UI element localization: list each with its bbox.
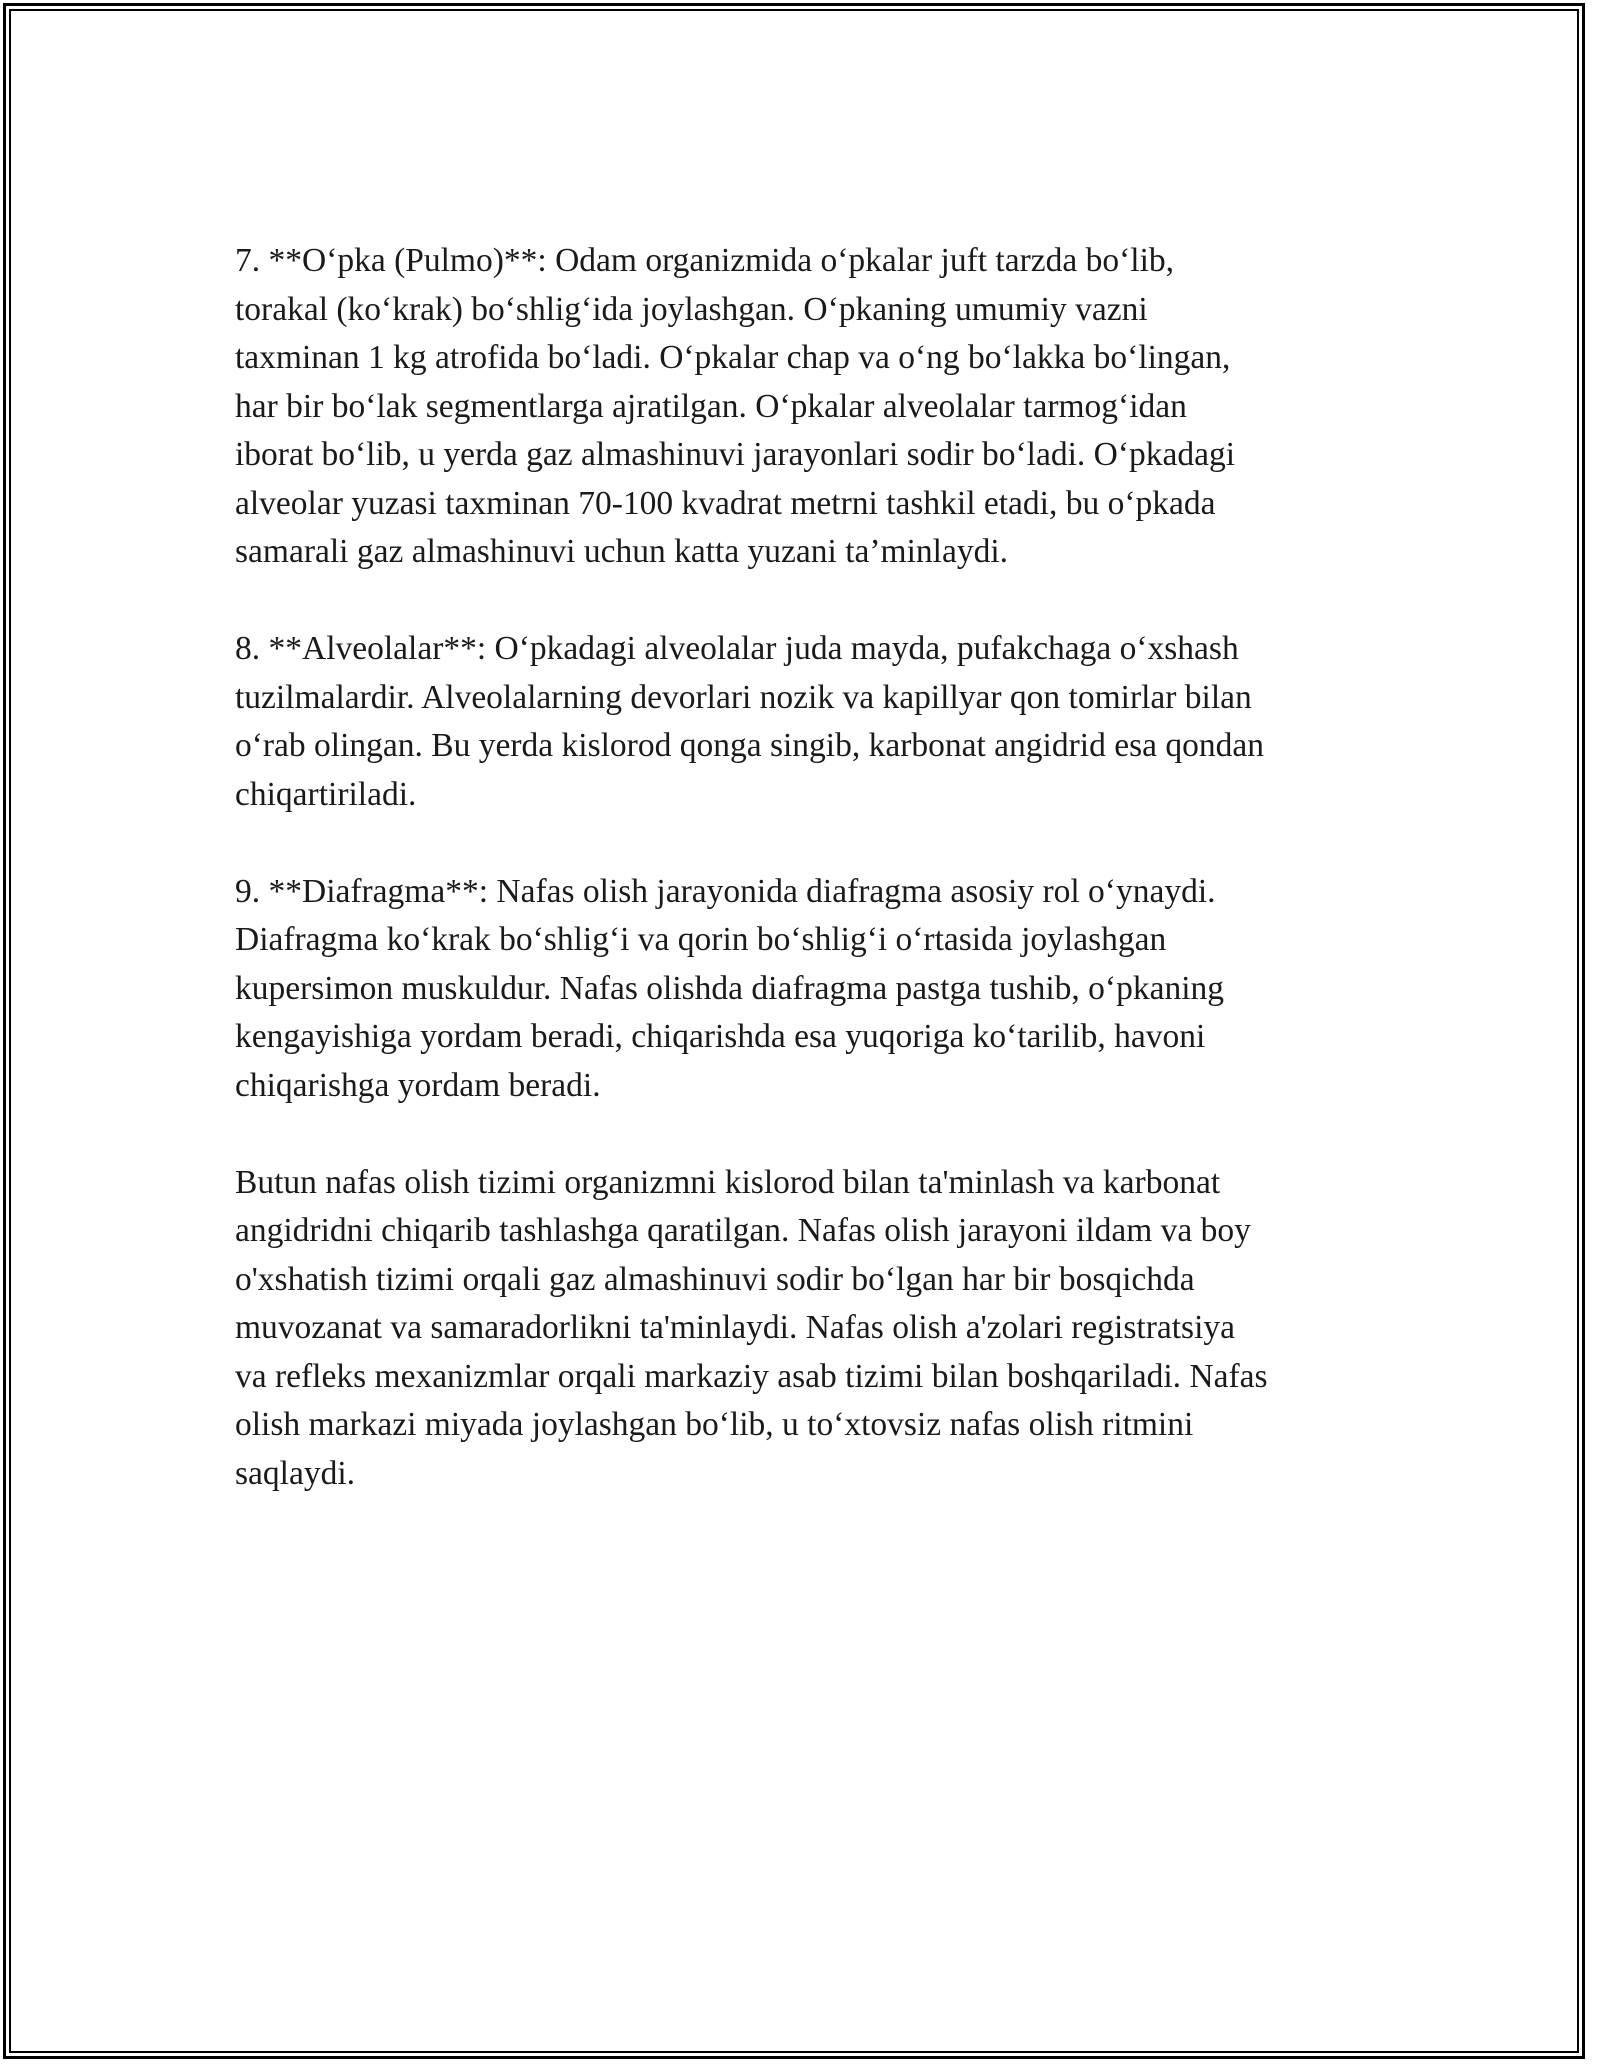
text-line: o‘rab olingan. Bu yerda kislorod qonga singib, karbonat angidrid esa qondan <box>235 727 1264 764</box>
paragraph-opka <box>235 237 1375 577</box>
text-line: 8. **Alveolalar**: O‘pkadagi alveolalar juda mayda, pufakchaga o‘xshash <box>235 630 1239 667</box>
text-line: kengayishiga yordam beradi, chiqarishda esa yuqoriga ko‘tarilib, havoni <box>235 1018 1206 1055</box>
text-line: Butun nafas olish tizimi organizmni kislorod bilan ta'minlash va karbonat <box>235 1163 1221 1201</box>
text-line: har bir bo‘lak segmentlarga ajratilgan. O‘pkalar alveolalar tarmog‘idan <box>235 387 1187 425</box>
text-line: chiqarishga yordam beradi. <box>235 1066 601 1104</box>
text-line: torakal (ko‘krak) bo‘shlig‘ida joylashgan. O‘pkaning umumiy vazni <box>235 290 1148 328</box>
text-line: alveolar yuzasi taxminan 70-100 kvadrat metrni tashkil etadi, bu o‘pkada <box>235 484 1216 522</box>
text-line: taxminan 1 kg atrofida bo‘ladi. O‘pkalar chap va o‘ng bo‘lakka bo‘lingan, <box>235 339 1231 376</box>
text-line: kupersimon muskuldur. Nafas olishda diafragma pastga tushib, o‘pkaning <box>235 969 1225 1007</box>
document-body <box>235 237 1375 1547</box>
text-line: chiqartiriladi. <box>235 775 417 813</box>
text-line: saqlaydi. <box>235 1454 356 1492</box>
text-line: iborat bo‘lib, u yerda gaz almashinuvi jarayonlari sodir bo‘ladi. O‘pkadagi <box>235 436 1236 473</box>
text-line: muvozanat va samaradorlikni ta'minlaydi. Nafas olish a'zolari registratsiya <box>235 1309 1235 1346</box>
text-line: samarali gaz almashinuvi uchun katta yuzani ta’minlaydi. <box>235 533 1009 570</box>
text-line: Diafragma ko‘krak bo‘shlig‘i va qorin bo‘shlig‘i o‘rtasida joylashgan <box>235 921 1167 958</box>
text-line: angidridni chiqarib tashlashga qaratilgan. Nafas olish jarayoni ildam va boy <box>235 1212 1251 1249</box>
paragraph-alveolalar <box>235 625 1375 819</box>
text-line: 9. **Diafragma**: Nafas olish jarayonida diafragma asosiy rol o‘ynaydi. <box>235 872 1216 910</box>
text-line: olish markazi miyada joylashgan bo‘lib, u to‘xtovsiz nafas olish ritmini <box>235 1406 1194 1443</box>
paragraph-summary <box>235 1159 1375 1499</box>
paragraph-diafragma <box>235 868 1375 1111</box>
text-line: tuzilmalardir. Alveolalarning devorlari nozik va kapillyar qon tomirlar bilan <box>235 678 1252 716</box>
text-line: o'xshatish tizimi orqali gaz almashinuvi sodir bo‘lgan har bir bosqichda <box>235 1260 1195 1298</box>
text-line: 7. **O‘pka (Pulmo)**: Odam organizmida o‘pkalar juft tarzda bo‘lib, <box>235 242 1174 279</box>
text-line: va refleks mexanizmlar orqali markaziy asab tizimi bilan boshqariladi. Nafas <box>235 1357 1268 1395</box>
